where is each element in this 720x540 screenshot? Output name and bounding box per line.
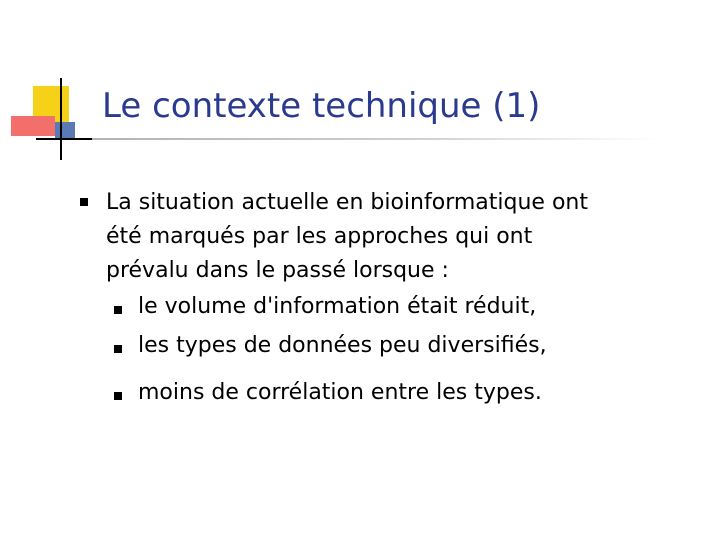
main-bullet-line-3: prévalu dans le passé lorsque : — [106, 258, 449, 283]
sub-bullet-text: les types de données peu diversifiés, — [138, 333, 547, 358]
decorative-blue-square — [55, 122, 75, 138]
main-bullet-line-2: été marqués par les approches qui ont — [106, 224, 533, 249]
decorative-red-bar — [11, 116, 55, 136]
decorative-horizontal-line — [36, 138, 92, 140]
sub-bullet-text: moins de corrélation entre les types. — [138, 380, 542, 405]
main-bullet-line-1: La situation actuelle en bioinformatique ont — [106, 190, 588, 215]
title-underline — [62, 138, 660, 140]
sub-bullet-square-icon — [114, 392, 122, 400]
sub-bullet-square-icon — [114, 345, 122, 353]
bullet-square-icon — [80, 198, 88, 206]
slide-title: Le contexte technique (1) — [102, 86, 541, 126]
main-bullet-text — [106, 186, 666, 288]
decorative-vertical-line — [60, 78, 62, 160]
sub-bullet-square-icon — [114, 306, 122, 314]
sub-bullet-text: le volume d'information était réduit, — [138, 294, 537, 319]
